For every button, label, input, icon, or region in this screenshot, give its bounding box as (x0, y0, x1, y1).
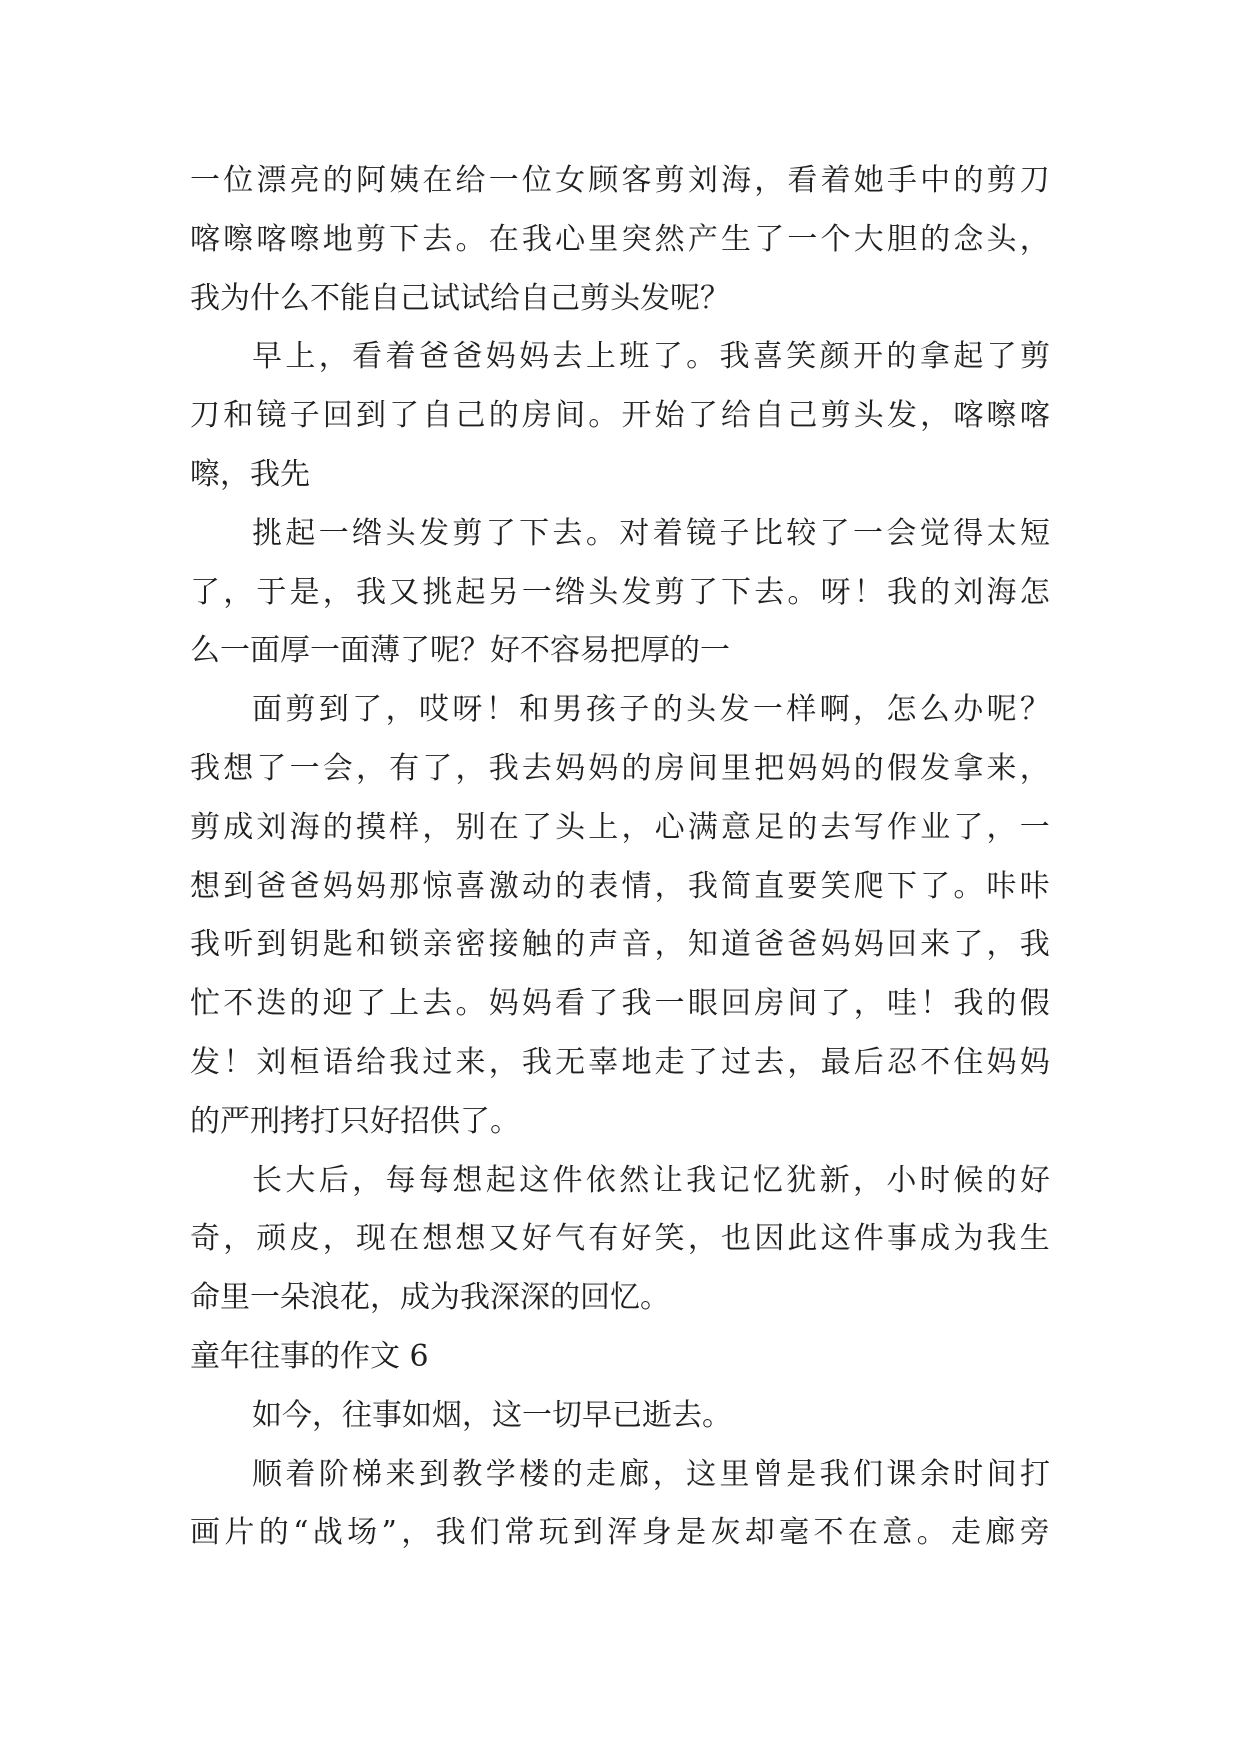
section-heading (190, 1328, 1050, 1387)
line-text: 如今，往事如烟，这一切早已逝去。 (252, 1397, 732, 1433)
essay-body (190, 152, 1050, 1563)
line-text: 命里一朵浪花，成为我深深的回忆。 (190, 1280, 670, 1316)
text-line: 刀 和 镜 子 回 到 了 自 己 的 房 间 。 开 始 了 给 自 己 剪 头 发 ， 喀 嚓 喀 (190, 398, 1050, 434)
text-line: 奇 ， 顽 皮 ， 现 在 想 想 又 好 气 有 好 笑 ， 也 因 此 这 件 事 成 为 我 生 (190, 1221, 1050, 1257)
text-line: 忙 不 迭 的 迎 了 上 去 。 妈 妈 看 了 我 一 眼 回 房 间 了 ， 哇 ！ 我 的 假 (190, 986, 1050, 1022)
line-text: 么一面厚一面薄了呢？好不容易把厚的一 (190, 633, 730, 669)
text-line (190, 1269, 1050, 1328)
text-line: 剪 成 刘 海 的 摸 样 ， 别 在 了 头 上 ， 心 满 意 足 的 去 写 作 业 了 ， 一 (190, 809, 1050, 845)
text-line (190, 622, 1050, 681)
text-line (190, 270, 1050, 329)
text-line (190, 1093, 1050, 1152)
line-text: 的严刑拷打只好招供了。 (190, 1103, 520, 1139)
text-line: 一 位 漂 亮 的 阿 姨 在 给 一 位 女 顾 客 剪 刘 海 ， 看 着 她 手 中 的 剪 刀 (190, 163, 1050, 198)
text-line: 长 大 后 ， 每 每 想 起 这 件 依 然 让 我 记 忆 犹 新 ， 小 时 候 的 好 (252, 1162, 1050, 1198)
line-text: 嚓，我先 (190, 456, 310, 492)
text-line: 画 片 的 “ 战 场 ” ， 我 们 常 玩 到 浑 身 是 灰 却 毫 不 在 意 。 走 廊 旁 (190, 1515, 1050, 1551)
text-line: 我 想 了 一 会 ， 有 了 ， 我 去 妈 妈 的 房 间 里 把 妈 妈 的 假 发 拿 来 ， (190, 750, 1050, 786)
line-text: 童年往事的作文 6 (190, 1338, 429, 1374)
text-line: 顺 着 阶 梯 来 到 教 学 楼 的 走 廊 ， 这 里 曾 是 我 们 课 余 时 间 打 (252, 1456, 1050, 1492)
text-line: 了 ， 于 是 ， 我 又 挑 起 另 一 绺 头 发 剪 了 下 去 。 呀 ！ 我 的 刘 海 怎 (190, 574, 1050, 610)
text-line: 早 上 ， 看 着 爸 爸 妈 妈 去 上 班 了 。 我 喜 笑 颜 开 的 拿 起 了 剪 (252, 339, 1050, 375)
text-line: 喀 嚓 喀 嚓 地 剪 下 去 。 在 我 心 里 突 然 产 生 了 一 个 大 胆 的 念 头 ， (190, 221, 1050, 257)
line-text: 我为什么不能自己试试给自己剪头发呢？ (190, 280, 730, 316)
text-line: 发 ！ 刘 桓 语 给 我 过 来 ， 我 无 辜 地 走 了 过 去 ， 最 后 忍 不 住 妈 妈 (190, 1044, 1050, 1080)
text-line: 我 听 到 钥 匙 和 锁 亲 密 接 触 的 声 音 ， 知 道 爸 爸 妈 妈 回 来 了 ， 我 (190, 927, 1050, 963)
text-line: 想 到 爸 爸 妈 妈 那 惊 喜 激 动 的 表 情 ， 我 简 直 要 笑 爬 下 了 。 咔 咔 (190, 868, 1050, 904)
text-line: 面 剪 到 了 ， 哎 呀 ！ 和 男 孩 子 的 头 发 一 样 啊 ， 怎 么 办 呢 ？ (252, 692, 1050, 728)
text-line (190, 446, 1050, 505)
text-line (190, 1387, 1050, 1446)
text-line: 挑 起 一 绺 头 发 剪 了 下 去 。 对 着 镜 子 比 较 了 一 会 觉 得 太 短 (252, 515, 1050, 551)
